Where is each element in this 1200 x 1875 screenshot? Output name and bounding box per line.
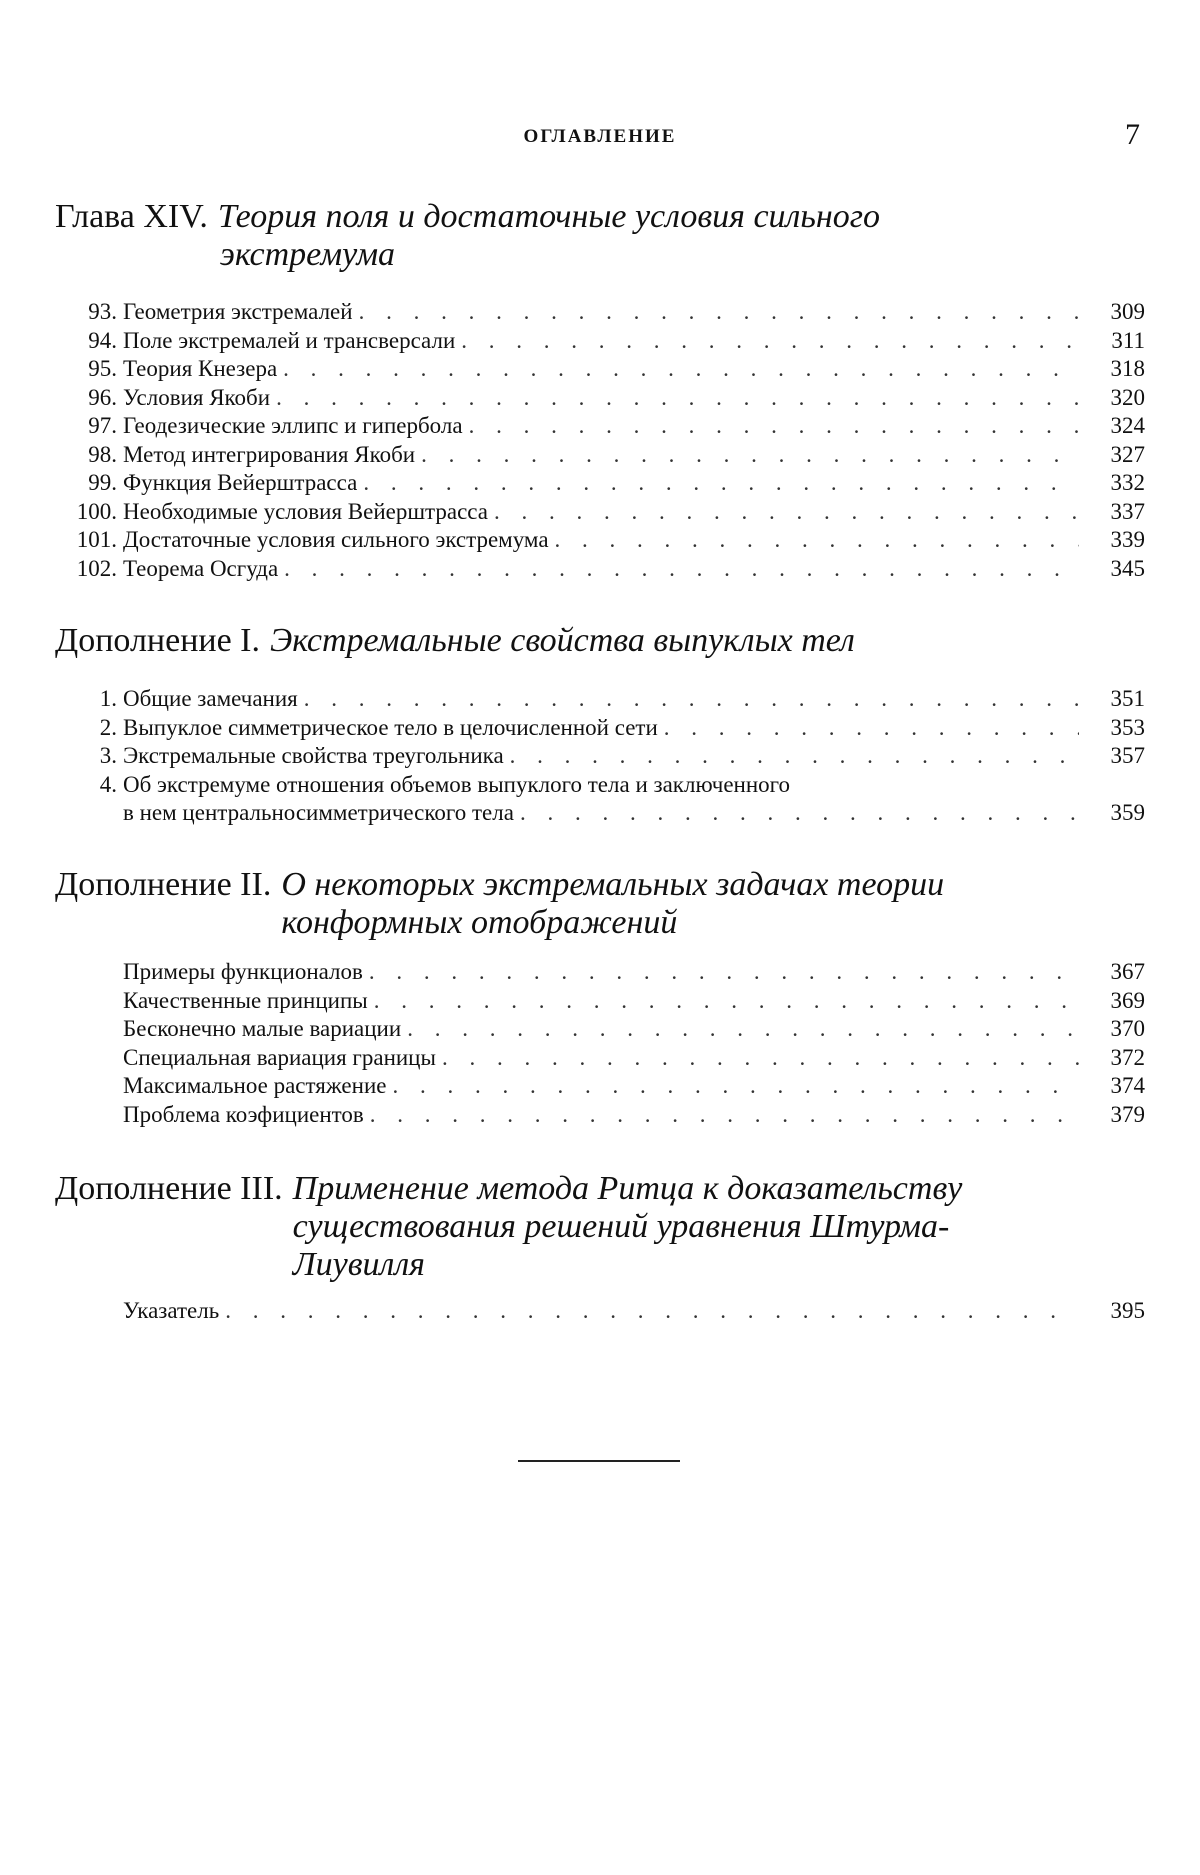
leader-dots [407,1015,1079,1044]
entry-title: Функция Вейерштрасса [123,470,358,495]
entry-number: 102. [76,555,117,581]
entry-number: 3. [99,743,117,768]
toc-entry-s1-2[interactable] [55,714,1145,743]
entry-title: Максимальное растяжение [123,1073,387,1098]
entry-page: 353 [1110,714,1145,740]
leader-dots [359,298,1079,327]
leader-dots [664,714,1079,743]
leader-dots [469,412,1079,441]
toc-entry-s2-1[interactable] [55,958,1145,987]
toc-entry-101[interactable] [55,526,1145,555]
index-list [55,1297,1145,1326]
toc-entry-s1-1[interactable] [55,685,1145,714]
entry-page: 372 [1110,1044,1145,1070]
toc-entry-95[interactable] [55,355,1145,384]
entry-number: 2. [99,714,117,740]
supplement-1-title [55,622,1055,660]
entry-title: Специальная вариация границы [123,1044,436,1070]
supplement-heading: Экстремальные свойства выпуклых тел [270,622,855,659]
toc-entry-s2-4[interactable] [55,1044,1145,1073]
entry-title-continued: в нем центральносимметрического тела [123,800,514,825]
toc-entry-s2-5[interactable] [55,1072,1145,1101]
entry-number: 94. [88,327,117,353]
leader-dots [369,958,1079,987]
toc-entry-93[interactable] [55,298,1145,327]
toc-entry-96[interactable] [55,384,1145,413]
entry-page: 337 [1110,498,1145,524]
leader-dots [363,469,1079,498]
supplement-label: Дополнение II. [55,866,272,903]
entry-page: 374 [1110,1073,1145,1098]
entry-number: 100. [76,498,117,524]
entry-number: 101. [76,527,117,552]
entry-title: Теория Кнезера [123,356,278,381]
chapter-heading [218,198,880,274]
entry-title: Общие замечания [123,686,298,711]
entry-title: Экстремальные свойства треугольника [123,743,504,768]
toc-entry-98[interactable] [55,441,1145,470]
toc-entry-94[interactable] [55,327,1145,356]
entry-title: Геодезические эллипс и гипербола [123,413,463,438]
leader-dots [510,742,1079,771]
entry-number: 97. [88,413,117,438]
entry-page: 320 [1110,384,1145,410]
supplement-heading-line2: существования решений уравнения Штурма- [292,1208,950,1245]
entry-title: Бесконечно малые вариации [123,1016,402,1041]
toc-entry-99[interactable] [55,469,1145,498]
chapter-heading-line1: Теория поля и достаточные условия сильного [217,198,880,235]
entry-title: Метод интегрирования Якоби [123,441,416,467]
entry-number: 1. [99,686,117,711]
entry-title: Выпуклое симметрическое тело в целочисленной сети [123,714,658,740]
page-header [60,118,1140,158]
entry-number: 96. [88,384,117,410]
entry-title: Теорема Осгуда [123,555,279,581]
supplement-heading-line3: Лиувилля [292,1246,425,1283]
entry-page: 327 [1110,441,1145,467]
entry-title: Достаточные условия сильного экстремума [123,527,549,552]
end-divider [518,1460,680,1462]
entry-page: 367 [1110,959,1145,984]
entry-page: 309 [1110,299,1145,324]
leader-dots [284,555,1079,584]
leader-dots [421,441,1079,470]
supplement-heading-line2: конформных отображений [281,904,678,941]
leader-dots [392,1072,1079,1101]
toc-entry-97[interactable] [55,412,1145,441]
entry-title: Поле экстремалей и трансверсали [123,327,456,353]
leader-dots [461,327,1079,356]
entry-page: 370 [1110,1016,1145,1041]
entry-page: 339 [1110,527,1145,552]
leader-dots [442,1044,1079,1073]
page-number: 7 [1125,118,1140,151]
leader-dots [370,1101,1079,1130]
leader-dots [555,526,1079,555]
supplement-label: Дополнение III. [55,1170,283,1207]
entry-page: 359 [1110,800,1145,825]
toc-entry-index[interactable] [55,1297,1145,1326]
leader-dots [304,685,1079,714]
toc-entry-s1-4-line1[interactable] [55,771,1145,800]
entry-title: Качественные принципы [123,987,368,1013]
entry-page: 351 [1110,686,1145,711]
leader-dots [276,384,1079,413]
entry-page: 345 [1110,555,1145,581]
entry-number: 99. [88,470,117,495]
entry-number: 4. [99,771,117,797]
leader-dots [374,987,1079,1016]
chapter-xiv-title [55,198,1055,274]
leader-dots [494,498,1079,527]
supplement-1-list [55,685,1145,828]
supplement-heading-line1: Применение метода Ритца к доказательству [292,1170,963,1207]
supplement-2-list [55,958,1145,1129]
entry-page: 332 [1110,470,1145,495]
entry-page: 357 [1110,743,1145,768]
toc-entry-100[interactable] [55,498,1145,527]
entry-title: Проблема коэфициентов [123,1101,364,1127]
entry-page: 318 [1110,356,1145,381]
leader-dots [520,799,1079,828]
supplement-label: Дополнение I. [55,622,260,659]
entry-title: Необходимые условия Вейерштрасса [123,498,488,524]
toc-entry-s1-3[interactable] [55,742,1145,771]
entry-title: Условия Якоби [123,384,271,410]
supplement-heading [293,1170,963,1284]
entry-title: Указатель [123,1298,220,1323]
entry-title: Примеры функционалов [123,959,363,984]
toc-entry-s2-2[interactable] [55,987,1145,1016]
entry-title: Геометрия экстремалей [123,299,353,324]
toc-entry-s2-3[interactable] [55,1015,1145,1044]
chapter-heading-line2: экстремума [219,236,396,273]
entry-page: 324 [1110,413,1145,438]
chapter-label: Глава XIV. [55,198,208,235]
entry-page: 311 [1111,327,1145,353]
supplement-3-title [55,1170,1055,1284]
supplement-2-title [55,866,1055,942]
toc-entry-s2-6[interactable] [55,1101,1145,1130]
toc-entry-s1-4-line2[interactable] [55,799,1145,828]
chapter-xiv-list [55,298,1145,583]
leader-dots [283,355,1079,384]
entry-page: 379 [1110,1101,1145,1127]
entry-title: Об экстремуме отношения объемов выпуклого тела и заключенного [123,771,791,797]
entry-number: 98. [88,441,117,467]
toc-entry-102[interactable] [55,555,1145,584]
entry-page: 395 [1110,1298,1145,1323]
supplement-heading-line1: О некоторых экстремальных задачах теории [281,866,945,903]
entry-number: 93. [88,299,117,324]
leader-dots [225,1297,1079,1326]
supplement-heading [281,866,944,942]
running-title: ОГЛАВЛЕНИЕ [523,126,677,147]
entry-number: 95. [88,356,117,381]
entry-page: 369 [1110,987,1145,1013]
